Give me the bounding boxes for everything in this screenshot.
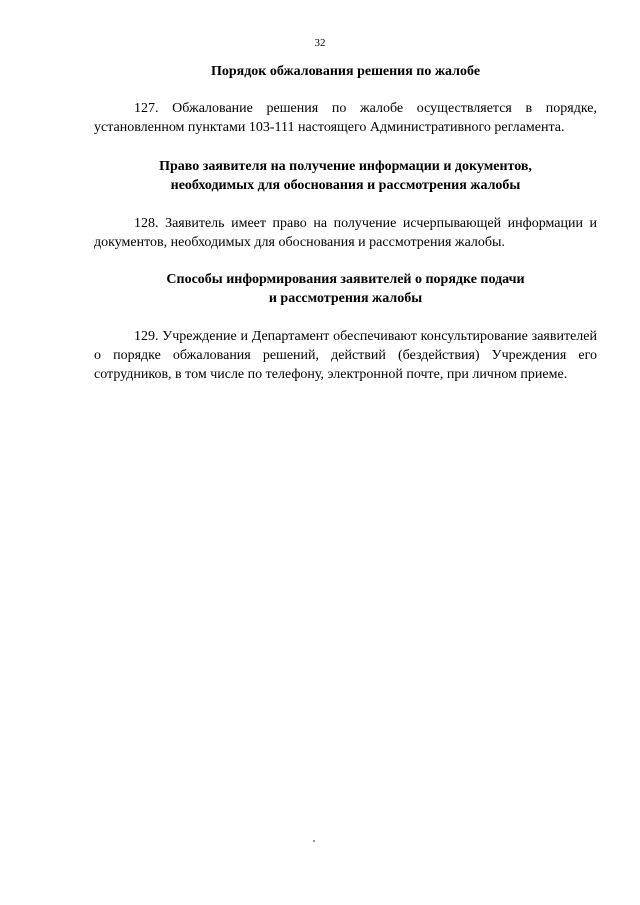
page-number: 32 [314, 37, 326, 49]
heading-line: необходимых для обоснования и рассмотрения жалобы [170, 178, 521, 193]
section-heading-applicant-rights [94, 157, 597, 195]
scan-speck [313, 840, 315, 842]
section-heading-informing-methods [94, 270, 597, 308]
section-heading-appeal-procedure [94, 62, 597, 81]
document-body [94, 62, 597, 384]
paragraph-129: 129. Учреждение и Департамент обеспечивают консультирование заявителей о порядке обжалования решений, действий (бездействия) Учреждения его сотрудников, в том числе по телефону, электронной почте, при личном приеме. [94, 329, 597, 382]
paragraph-127: 127. Обжалование решения по жалобе осуществляется в порядке, установленном пунктами 103-111 настоящего Административного регламента. [94, 101, 597, 135]
heading-line: Способы информирования заявителей о порядке подачи [166, 272, 525, 287]
heading-line: Порядок обжалования решения по жалобе [210, 64, 481, 79]
heading-line: и рассмотрения жалобы [268, 291, 423, 306]
paragraph-128: 128. Заявитель имеет право на получение исчерпывающей информации и документов, необходимых для обоснования и рассмотрения жалобы. [94, 216, 597, 250]
heading-line: Право заявителя на получение информации и документов, [159, 159, 532, 174]
